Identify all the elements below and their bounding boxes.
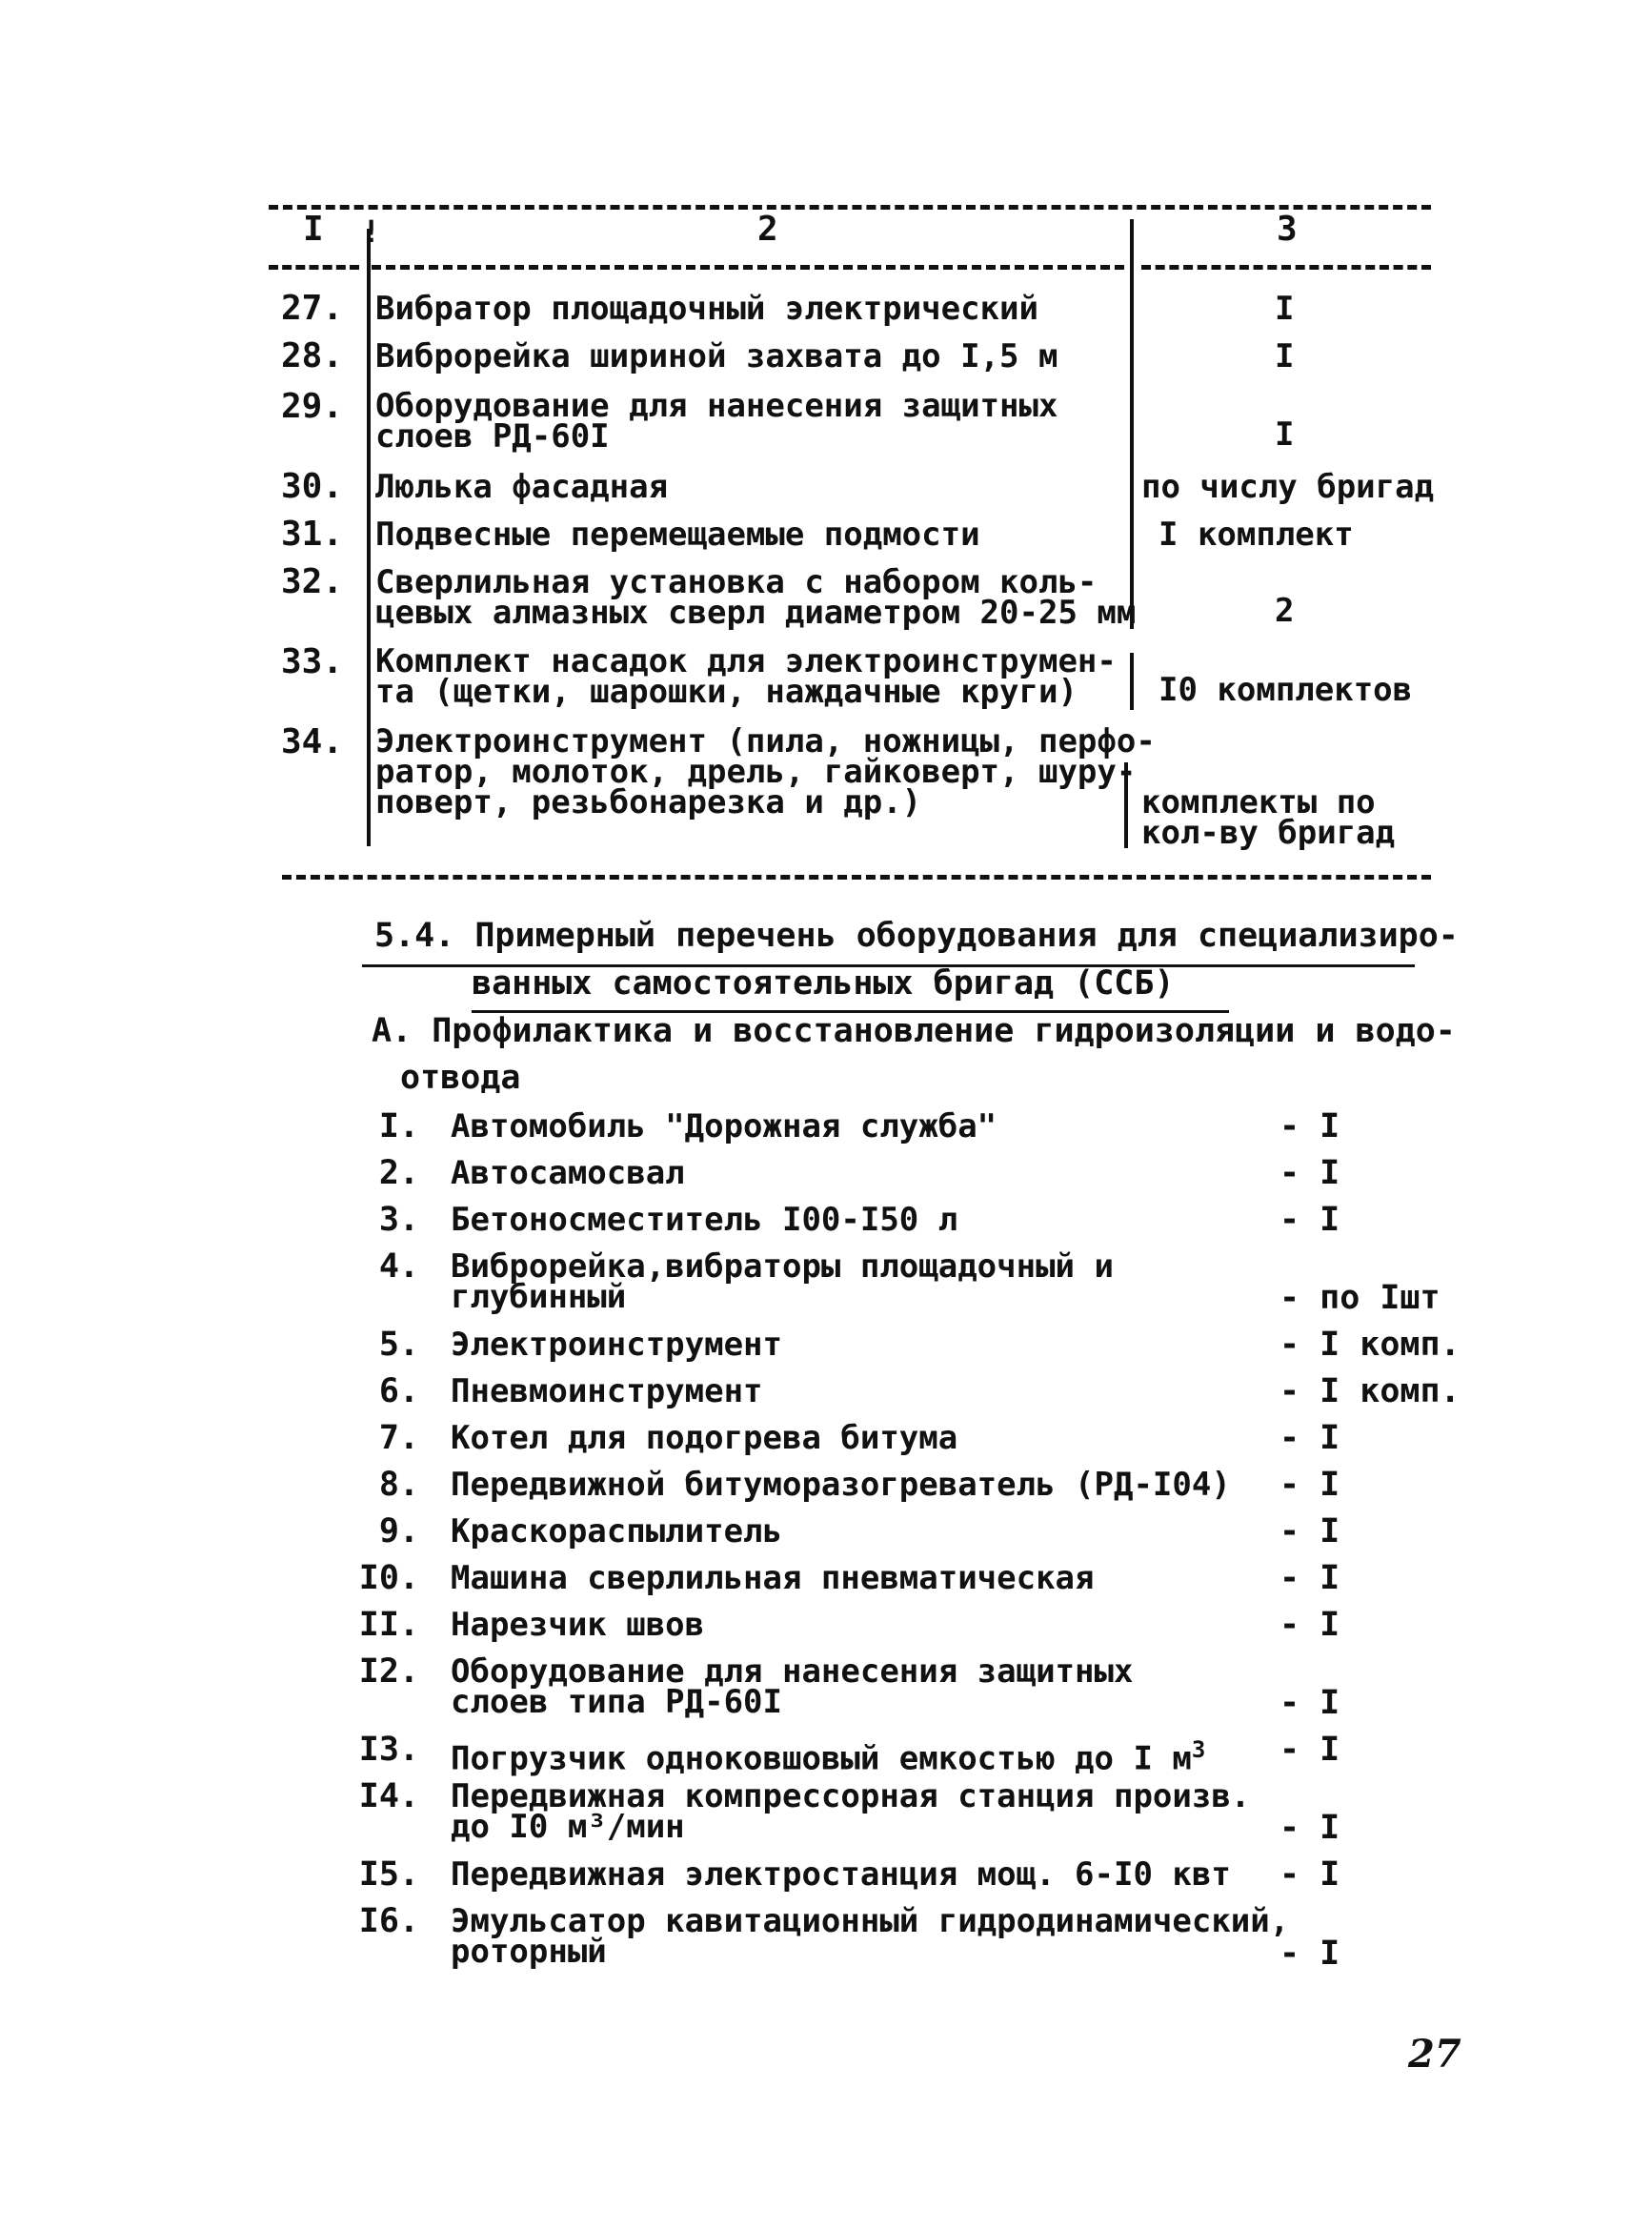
table-row-qty: I bbox=[1275, 290, 1295, 328]
page-number: 27 bbox=[1408, 2032, 1461, 2077]
table-bottom-rule bbox=[282, 875, 1431, 880]
table-row-qty: по числу бригад bbox=[1141, 468, 1435, 506]
table-row-desc: Вибратор площадочный электрический bbox=[375, 290, 1038, 328]
table-row-desc: Люлька фасадная bbox=[375, 468, 669, 506]
table-row-num: 30. bbox=[280, 467, 343, 506]
table-top-rule bbox=[269, 205, 1431, 210]
list-item-desc: Эмульсатор кавитационный гидродинамический, роторный bbox=[451, 1902, 1290, 1971]
list-item-desc: Передвижной битуморазогреватель (РД-I04) bbox=[451, 1466, 1231, 1504]
list-item-qty: - I bbox=[1279, 1809, 1340, 1847]
list-item-qty: - I bbox=[1279, 1855, 1340, 1894]
subsection-title-cont: отвода bbox=[400, 1059, 521, 1097]
table-row-desc: Виброрейка шириной захвата до I,5 м bbox=[375, 337, 1058, 375]
column-separator-right-b bbox=[1130, 653, 1134, 710]
header-rule-col-1 bbox=[269, 265, 359, 270]
list-item-num: II. bbox=[358, 1606, 419, 1644]
subsection-title: А. Профилактика и восстановление гидроизоляции и водо- bbox=[372, 1012, 1456, 1050]
list-item-desc: Бетоносместитель I00-I50 л bbox=[451, 1201, 958, 1239]
header-col-3: 3 bbox=[1277, 210, 1298, 249]
list-item-num: 9. bbox=[378, 1512, 419, 1550]
list-item-num: I. bbox=[378, 1107, 419, 1145]
list-item-num: 7. bbox=[378, 1419, 419, 1457]
table-row-desc: Оборудование для нанесения защитных слоев РД-60I bbox=[375, 387, 1058, 456]
cubic-superscript: 3 bbox=[1191, 1736, 1206, 1763]
table-row-num: 28. bbox=[280, 336, 343, 375]
list-item-num: 5. bbox=[378, 1326, 419, 1364]
table-row-desc: Комплект насадок для электроинструмен- та (щетки, шарошки, наждачные круги) bbox=[375, 642, 1117, 711]
list-item-desc bbox=[451, 1734, 1206, 1778]
list-item-desc: Нарезчик швов bbox=[451, 1606, 705, 1644]
list-item-desc: Виброрейка,вибраторы площадочный и глубинный bbox=[451, 1247, 1114, 1316]
list-item-qty: - по Iшт bbox=[1279, 1279, 1440, 1317]
list-item-desc-text: Погрузчик одноковшовый емкостью до I м bbox=[451, 1739, 1192, 1778]
header-col-1: I bbox=[303, 210, 324, 249]
list-item-qty: - I bbox=[1279, 1606, 1340, 1644]
list-item-num: I2. bbox=[358, 1652, 419, 1691]
table-row-num: 34. bbox=[280, 722, 343, 761]
list-item-desc: Автосамосвал bbox=[451, 1154, 685, 1192]
table-row-desc: Подвесные перемещаемые подмости bbox=[375, 516, 980, 554]
column-separator-left bbox=[367, 229, 371, 846]
list-item-num: 2. bbox=[378, 1154, 419, 1192]
list-item-desc: Котел для подогрева битума bbox=[451, 1419, 958, 1457]
list-item-qty: - I bbox=[1279, 1201, 1340, 1239]
list-item-desc: Машина сверлильная пневматическая bbox=[451, 1559, 1095, 1597]
header-col-2: 2 bbox=[757, 210, 778, 249]
list-item-qty: - I bbox=[1279, 1731, 1340, 1769]
list-item-num: I4. bbox=[358, 1777, 419, 1815]
list-item-desc: Электроинструмент bbox=[451, 1326, 782, 1364]
list-item-num: 8. bbox=[378, 1466, 419, 1504]
table-row-num: 31. bbox=[280, 515, 343, 554]
list-item-qty: - I bbox=[1279, 1107, 1340, 1145]
table-row-num: 32. bbox=[280, 562, 343, 601]
list-item-qty: - I bbox=[1279, 1935, 1340, 1973]
list-item-num: 6. bbox=[378, 1372, 419, 1410]
section-title-cont: ванных самостоятельных бригад (ССБ) bbox=[472, 964, 1175, 1003]
header-rule-col-2 bbox=[372, 265, 1124, 270]
list-item-qty: - I bbox=[1279, 1512, 1340, 1550]
list-item-desc: Краскораспылитель bbox=[451, 1512, 782, 1550]
table-row-desc: Сверлильная установка с набором коль- цевых алмазных сверл диаметром 20-25 мм bbox=[375, 563, 1137, 632]
table-row-qty: I0 комплектов bbox=[1158, 671, 1413, 709]
list-item-num: 3. bbox=[378, 1201, 419, 1239]
list-item-qty: - I bbox=[1279, 1419, 1340, 1457]
list-item-desc: Пневмоинструмент bbox=[451, 1372, 763, 1410]
section-title: 5.4. Примерный перечень оборудования для специализиро- bbox=[374, 917, 1459, 955]
list-item-desc: Передвижная компрессорная станция произв. до I0 м³/мин bbox=[451, 1777, 1251, 1846]
list-item-num: I0. bbox=[358, 1559, 419, 1597]
list-item-desc: Передвижная электростанция мощ. 6-I0 квт bbox=[451, 1855, 1231, 1894]
table-row-num: 29. bbox=[280, 387, 343, 426]
list-item-num: 4. bbox=[378, 1247, 419, 1286]
header-rule-col-3 bbox=[1141, 265, 1431, 270]
list-item-qty: - I bbox=[1279, 1466, 1340, 1504]
list-item-qty: - I комп. bbox=[1279, 1326, 1461, 1364]
list-item-qty: - I bbox=[1279, 1154, 1340, 1192]
list-item-num: I3. bbox=[358, 1731, 419, 1769]
table-row-num: 27. bbox=[280, 289, 343, 328]
list-item-num: I5. bbox=[358, 1855, 419, 1894]
list-item-desc: Автомобиль "Дорожная служба" bbox=[451, 1107, 997, 1145]
list-item-qty: - I комп. bbox=[1279, 1372, 1461, 1410]
table-row-qty: I bbox=[1275, 337, 1295, 375]
list-item-qty: - I bbox=[1279, 1684, 1340, 1722]
header-col-mark: ! bbox=[362, 213, 381, 250]
list-item-qty: - I bbox=[1279, 1559, 1340, 1597]
table-row-qty: I bbox=[1275, 415, 1295, 454]
table-row-qty: I комплект bbox=[1158, 516, 1354, 554]
list-item-desc: Оборудование для нанесения защитных слоев типа РД-60I bbox=[451, 1652, 1134, 1721]
table-row-desc: Электроинструмент (пила, ножницы, перфо- ратор, молоток, дрель, гайковерт, шуру- поверт, резьбонарезка и др.) bbox=[375, 722, 1156, 821]
list-item-num: I6. bbox=[358, 1902, 419, 1940]
table-row-num: 33. bbox=[280, 642, 343, 681]
table-row-qty: комплекты по кол-ву бригад bbox=[1141, 783, 1396, 852]
table-row-qty: 2 bbox=[1275, 592, 1295, 630]
